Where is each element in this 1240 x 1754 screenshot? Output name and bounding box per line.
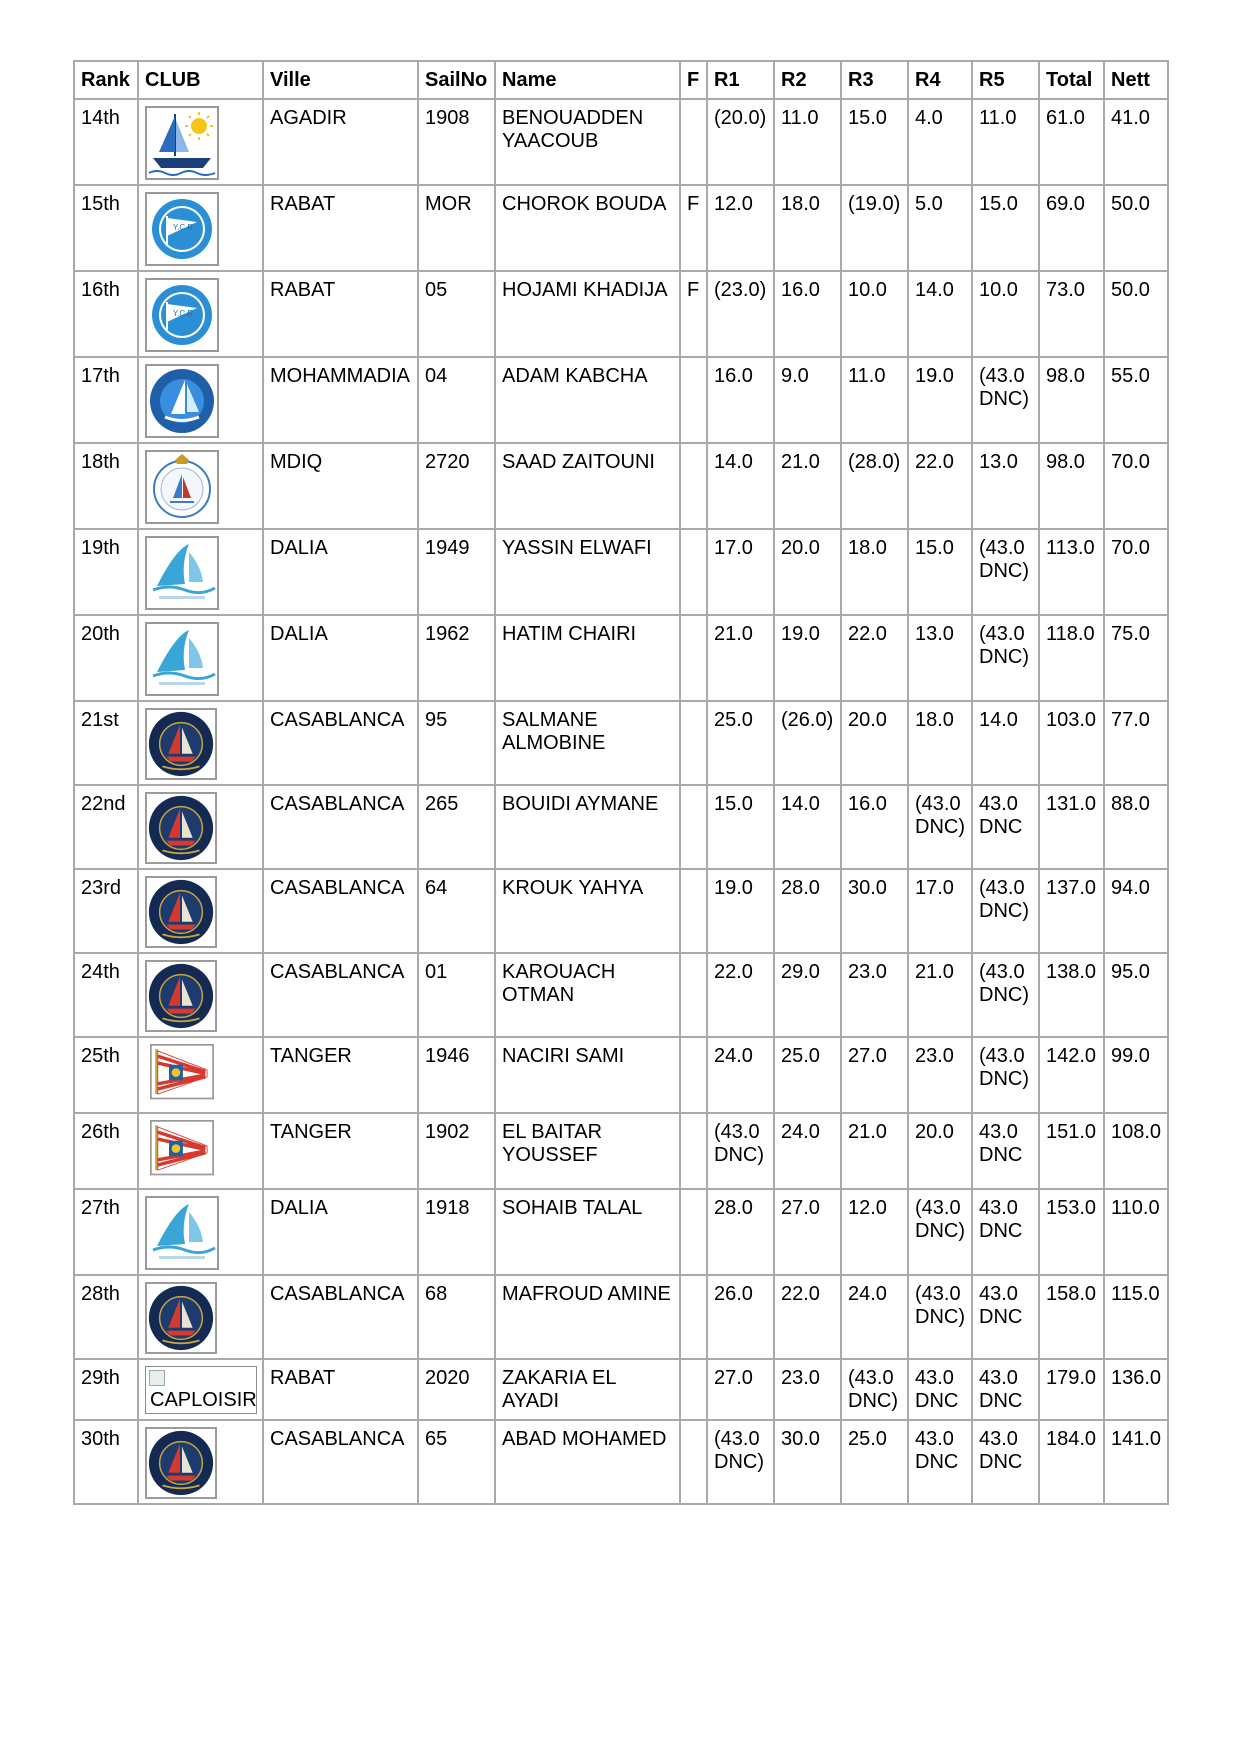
table-row [74,99,1168,185]
cell-rank: 27th [74,1189,138,1275]
header-sailno: SailNo [418,61,495,99]
cell-f [680,443,707,529]
cell-r4: 15.0 [908,529,972,615]
cell-rank: 19th [74,529,138,615]
cell-f [680,357,707,443]
cell-total: 98.0 [1039,443,1104,529]
cell-name: HATIM CHAIRI [495,615,680,701]
cell-r4: 5.0 [908,185,972,271]
cell-r2: 25.0 [774,1037,841,1113]
cell-r3: 11.0 [841,357,908,443]
cell-ville: MOHAMMADIA [263,357,418,443]
cell-rank: 17th [74,357,138,443]
cell-r2: 11.0 [774,99,841,185]
cell-r1: 24.0 [707,1037,774,1113]
svg-text:Y.C.R: Y.C.R [172,309,194,318]
cell-ville: TANGER [263,1037,418,1113]
broken-image-icon [149,1370,165,1386]
cell-nett: 50.0 [1104,185,1168,271]
cell-r2: 19.0 [774,615,841,701]
cell-rank: 24th [74,953,138,1037]
cell-f [680,701,707,785]
cell-r4: 18.0 [908,701,972,785]
cell-r5: 13.0 [972,443,1039,529]
cell-club [138,443,263,529]
cell-r1: 28.0 [707,1189,774,1275]
cell-rank: 29th [74,1359,138,1420]
svg-text:Y.C.R: Y.C.R [172,223,194,232]
cell-f [680,99,707,185]
header-r1: R1 [707,61,774,99]
cell-r4: (43.0 DNC) [908,1275,972,1359]
cell-total: 61.0 [1039,99,1104,185]
table-row [74,529,1168,615]
cell-name: CHOROK BOUDA [495,185,680,271]
yacht-club-du-maroc-logo [145,364,219,438]
cell-r5: 11.0 [972,99,1039,185]
table-row [74,185,1168,271]
cell-rank: 21st [74,701,138,785]
cell-rank: 18th [74,443,138,529]
cell-sailno: 01 [418,953,495,1037]
cell-r3: (28.0) [841,443,908,529]
table-row [74,1113,1168,1189]
cell-total: 151.0 [1039,1113,1104,1189]
cell-ville: MDIQ [263,443,418,529]
table-row [74,1275,1168,1359]
cell-total: 138.0 [1039,953,1104,1037]
table-row [74,1359,1168,1420]
cell-sailno: 1962 [418,615,495,701]
header-total: Total [1039,61,1104,99]
cell-r1: (43.0 DNC) [707,1420,774,1504]
cell-ville: AGADIR [263,99,418,185]
cell-r2: 14.0 [774,785,841,869]
cell-r2: 16.0 [774,271,841,357]
cell-club [138,785,263,869]
ecole-de-voile-marine-royale-logo [145,960,217,1032]
cell-f: F [680,185,707,271]
cell-nett: 41.0 [1104,99,1168,185]
cell-nett: 77.0 [1104,701,1168,785]
header-f: F [680,61,707,99]
cell-total: 131.0 [1039,785,1104,869]
cell-sailno: 68 [418,1275,495,1359]
header-r4: R4 [908,61,972,99]
cell-total: 69.0 [1039,185,1104,271]
association-dalia-logo [145,622,219,696]
cell-r3: (19.0) [841,185,908,271]
cell-r5: (43.0 DNC) [972,953,1039,1037]
cell-name: SALMANE ALMOBINE [495,701,680,785]
cell-ville: CASABLANCA [263,953,418,1037]
results-table [73,60,1169,1505]
cell-r3: 18.0 [841,529,908,615]
cell-total: 158.0 [1039,1275,1104,1359]
cell-nett: 136.0 [1104,1359,1168,1420]
cell-r1: 17.0 [707,529,774,615]
cell-f [680,1113,707,1189]
cell-r3: (43.0 DNC) [841,1359,908,1420]
cell-r4: 22.0 [908,443,972,529]
cell-name: SAAD ZAITOUNI [495,443,680,529]
cell-f [680,869,707,953]
cell-club [138,1189,263,1275]
cell-ville: CASABLANCA [263,785,418,869]
agadir-yacht-club-logo [145,106,219,180]
cell-rank: 30th [74,1420,138,1504]
cell-rank: 23rd [74,869,138,953]
cell-ville: RABAT [263,271,418,357]
cell-name: EL BAITAR YOUSSEF [495,1113,680,1189]
cell-r5: 14.0 [972,701,1039,785]
cell-ville: CASABLANCA [263,1275,418,1359]
cell-sailno: MOR [418,185,495,271]
cell-nett: 108.0 [1104,1113,1168,1189]
cell-rank: 25th [74,1037,138,1113]
cell-nett: 70.0 [1104,443,1168,529]
cell-f [680,1189,707,1275]
cell-r3: 21.0 [841,1113,908,1189]
cell-rank: 22nd [74,785,138,869]
header-nett: Nett [1104,61,1168,99]
cell-ville: TANGER [263,1113,418,1189]
ecole-de-voile-marine-royale-logo [145,792,217,864]
cell-r2: 24.0 [774,1113,841,1189]
cell-r3: 10.0 [841,271,908,357]
cell-sailno: 2720 [418,443,495,529]
cell-total: 103.0 [1039,701,1104,785]
cell-r5: 43.0 DNC [972,785,1039,869]
cell-r4: 43.0 DNC [908,1420,972,1504]
cell-r2: 18.0 [774,185,841,271]
cell-club [138,529,263,615]
cell-sailno: 04 [418,357,495,443]
cell-total: 184.0 [1039,1420,1104,1504]
ecole-de-voile-marine-royale-logo [145,708,217,780]
cell-name: ADAM KABCHA [495,357,680,443]
cell-nett: 110.0 [1104,1189,1168,1275]
cell-nett: 75.0 [1104,615,1168,701]
cell-rank: 14th [74,99,138,185]
cell-club [138,185,263,271]
table-row [74,1189,1168,1275]
tanger-club-pennant-logo [145,1044,219,1108]
header-club: CLUB [138,61,263,99]
cell-name: ZAKARIA EL AYADI [495,1359,680,1420]
cell-r3: 25.0 [841,1420,908,1504]
cell-r1: 14.0 [707,443,774,529]
table-row [74,701,1168,785]
cell-r4: (43.0 DNC) [908,1189,972,1275]
cell-ville: CASABLANCA [263,869,418,953]
cell-club [138,1359,263,1420]
cell-r3: 23.0 [841,953,908,1037]
table-row [74,869,1168,953]
cell-r5: 43.0 DNC [972,1189,1039,1275]
cell-r1: 21.0 [707,615,774,701]
cell-r3: 24.0 [841,1275,908,1359]
cell-r1: (43.0 DNC) [707,1113,774,1189]
cell-r3: 15.0 [841,99,908,185]
caploisir-logo [145,1366,257,1414]
cell-r3: 30.0 [841,869,908,953]
cell-r4: (43.0 DNC) [908,785,972,869]
cell-name: YASSIN ELWAFI [495,529,680,615]
cell-rank: 28th [74,1275,138,1359]
association-dalia-logo [145,1196,219,1270]
cell-r2: 23.0 [774,1359,841,1420]
table-row [74,271,1168,357]
tanger-club-pennant-logo [145,1120,219,1184]
cell-name: SOHAIB TALAL [495,1189,680,1275]
cell-total: 153.0 [1039,1189,1104,1275]
cell-total: 137.0 [1039,869,1104,953]
cell-r4: 17.0 [908,869,972,953]
cell-name: BOUIDI AYMANE [495,785,680,869]
cell-club [138,1037,263,1113]
cell-r4: 21.0 [908,953,972,1037]
cell-rank: 26th [74,1113,138,1189]
header-name: Name [495,61,680,99]
header-r2: R2 [774,61,841,99]
cell-r5: 43.0 DNC [972,1420,1039,1504]
cell-r1: (20.0) [707,99,774,185]
cell-sailno: 1902 [418,1113,495,1189]
cell-nett: 141.0 [1104,1420,1168,1504]
cell-r2: 9.0 [774,357,841,443]
table-row [74,357,1168,443]
cell-r5: (43.0 DNC) [972,869,1039,953]
cell-nett: 115.0 [1104,1275,1168,1359]
cell-r2: (26.0) [774,701,841,785]
cell-sailno: 2020 [418,1359,495,1420]
ecole-de-voile-marine-royale-logo [145,876,217,948]
cell-total: 142.0 [1039,1037,1104,1113]
cell-f [680,615,707,701]
cell-sailno: 1908 [418,99,495,185]
cell-r1: 12.0 [707,185,774,271]
cell-club [138,1420,263,1504]
cell-nett: 55.0 [1104,357,1168,443]
cell-ville: DALIA [263,1189,418,1275]
cell-name: BENOUADDEN YAACOUB [495,99,680,185]
cell-f [680,1359,707,1420]
cell-nett: 95.0 [1104,953,1168,1037]
royal-yacht-club-mdiq-logo [145,450,219,524]
table-row [74,1037,1168,1113]
cell-rank: 16th [74,271,138,357]
cell-nett: 99.0 [1104,1037,1168,1113]
yacht-club-rabat-logo [145,192,219,266]
cell-sailno: 95 [418,701,495,785]
cell-r1: 22.0 [707,953,774,1037]
cell-r2: 27.0 [774,1189,841,1275]
cell-r4: 19.0 [908,357,972,443]
cell-r3: 22.0 [841,615,908,701]
cell-total: 73.0 [1039,271,1104,357]
cell-r1: 25.0 [707,701,774,785]
yacht-club-rabat-logo [145,278,219,352]
cell-rank: 15th [74,185,138,271]
header-r5: R5 [972,61,1039,99]
cell-total: 179.0 [1039,1359,1104,1420]
cell-r4: 43.0 DNC [908,1359,972,1420]
cell-name: KAROUACH OTMAN [495,953,680,1037]
cell-r4: 20.0 [908,1113,972,1189]
cell-r1: 15.0 [707,785,774,869]
cell-f [680,1420,707,1504]
cell-r1: 16.0 [707,357,774,443]
cell-sailno: 64 [418,869,495,953]
cell-r1: 27.0 [707,1359,774,1420]
cell-name: HOJAMI KHADIJA [495,271,680,357]
cell-r4: 14.0 [908,271,972,357]
cell-sailno: 05 [418,271,495,357]
cell-sailno: 65 [418,1420,495,1504]
cell-ville: DALIA [263,529,418,615]
cell-f [680,1037,707,1113]
cell-f [680,785,707,869]
cell-r1: 19.0 [707,869,774,953]
cell-r5: 10.0 [972,271,1039,357]
cell-club [138,615,263,701]
cell-r2: 30.0 [774,1420,841,1504]
cell-r2: 20.0 [774,529,841,615]
cell-rank: 20th [74,615,138,701]
header-r3: R3 [841,61,908,99]
cell-name: MAFROUD AMINE [495,1275,680,1359]
cell-r3: 12.0 [841,1189,908,1275]
cell-nett: 50.0 [1104,271,1168,357]
logo-alt-text: CAPLOISIR [150,1389,257,1411]
cell-r4: 4.0 [908,99,972,185]
cell-r5: 43.0 DNC [972,1359,1039,1420]
table-row [74,1420,1168,1504]
table-row [74,615,1168,701]
header-rank: Rank [74,61,138,99]
cell-r2: 28.0 [774,869,841,953]
cell-name: NACIRI SAMI [495,1037,680,1113]
cell-club [138,357,263,443]
cell-r3: 27.0 [841,1037,908,1113]
association-dalia-logo [145,536,219,610]
ecole-de-voile-marine-royale-logo [145,1427,217,1499]
cell-r5: 15.0 [972,185,1039,271]
cell-r5: (43.0 DNC) [972,357,1039,443]
cell-club [138,701,263,785]
cell-r2: 29.0 [774,953,841,1037]
cell-club [138,953,263,1037]
cell-ville: CASABLANCA [263,1420,418,1504]
cell-sailno: 1949 [418,529,495,615]
cell-total: 118.0 [1039,615,1104,701]
cell-nett: 88.0 [1104,785,1168,869]
ecole-de-voile-marine-royale-logo [145,1282,217,1354]
header-ville: Ville [263,61,418,99]
cell-r2: 22.0 [774,1275,841,1359]
cell-f [680,953,707,1037]
cell-name: ABAD MOHAMED [495,1420,680,1504]
cell-total: 113.0 [1039,529,1104,615]
cell-r1: 26.0 [707,1275,774,1359]
table-row [74,785,1168,869]
cell-sailno: 265 [418,785,495,869]
cell-r5: (43.0 DNC) [972,1037,1039,1113]
cell-f [680,1275,707,1359]
table-row [74,443,1168,529]
cell-r3: 20.0 [841,701,908,785]
cell-ville: DALIA [263,615,418,701]
cell-club [138,1275,263,1359]
cell-ville: RABAT [263,185,418,271]
cell-r4: 23.0 [908,1037,972,1113]
cell-name: KROUK YAHYA [495,869,680,953]
cell-total: 98.0 [1039,357,1104,443]
cell-r3: 16.0 [841,785,908,869]
cell-club [138,271,263,357]
cell-club [138,99,263,185]
cell-r5: 43.0 DNC [972,1113,1039,1189]
cell-r5: 43.0 DNC [972,1275,1039,1359]
cell-r2: 21.0 [774,443,841,529]
cell-ville: CASABLANCA [263,701,418,785]
header-row [74,61,1168,99]
cell-nett: 94.0 [1104,869,1168,953]
cell-r1: (23.0) [707,271,774,357]
cell-nett: 70.0 [1104,529,1168,615]
cell-r4: 13.0 [908,615,972,701]
cell-sailno: 1946 [418,1037,495,1113]
cell-sailno: 1918 [418,1189,495,1275]
cell-r5: (43.0 DNC) [972,615,1039,701]
cell-f: F [680,271,707,357]
table-row [74,953,1168,1037]
cell-ville: RABAT [263,1359,418,1420]
cell-r5: (43.0 DNC) [972,529,1039,615]
cell-club [138,869,263,953]
cell-f [680,529,707,615]
cell-club [138,1113,263,1189]
